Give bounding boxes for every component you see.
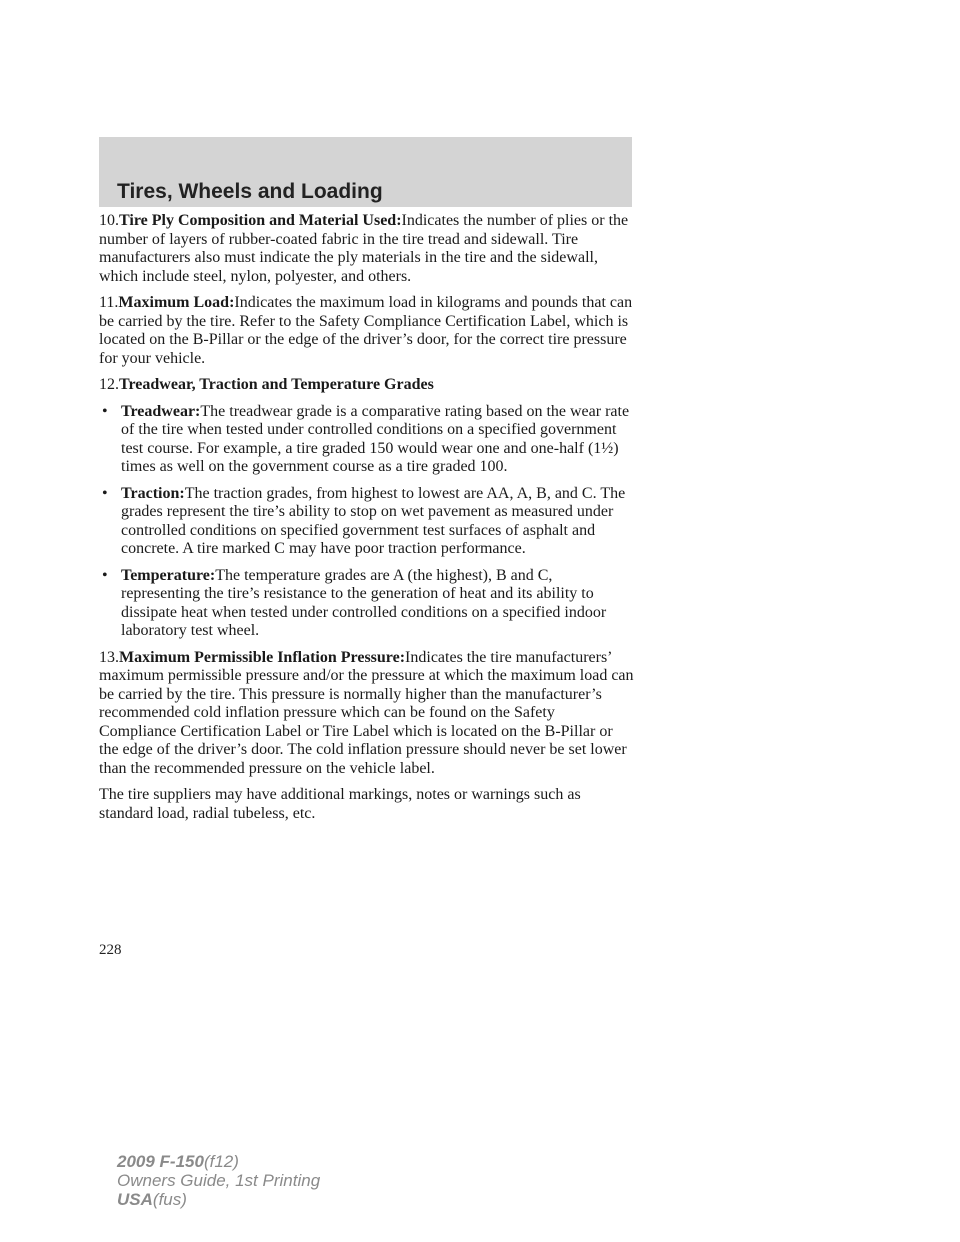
item-body: Indicates the tire manufacturers’ maximum permissible pressure and/or the pressure at which the maximum load can be carried by the tire. This pressure is normally higher than the manufacturer’s recommended cold inflation pressure which can be found on the Safety Compliance Certification Label or Tire Label which is located on the B-Pillar or the edge of the driver’s door. The cold inflation pressure should never be set lower than the recommended pressure on the vehicle label. bbox=[99, 648, 634, 777]
footer-line-2: Owners Guide, 1st Printing bbox=[117, 1171, 321, 1190]
bullet-icon: • bbox=[102, 484, 108, 502]
item-heading: Tire Ply Composition and Material Used: bbox=[119, 212, 402, 229]
item-number: 13. bbox=[99, 648, 119, 666]
bullet-icon: • bbox=[102, 566, 108, 584]
footer-code: (f12) bbox=[203, 1152, 239, 1171]
item-body: Indicates the maximum load in kilograms and pounds that can be carried by the tire. Refer to the Safety Compliance Certification Label, which is located on the B-Pillar or the edge of the driver’s door, for the correct tire pressure for your vehicle. bbox=[99, 294, 633, 367]
item-heading: Treadwear, Traction and Temperature Grades bbox=[119, 376, 434, 393]
bullet-heading: Traction: bbox=[121, 484, 185, 502]
item-10 bbox=[99, 212, 635, 286]
bullet-icon: • bbox=[102, 402, 108, 420]
bullet-heading: Temperature: bbox=[121, 566, 216, 584]
item-11 bbox=[99, 294, 635, 368]
bullet-temperature bbox=[99, 567, 635, 641]
item-number: 12. bbox=[99, 376, 119, 393]
bullet-heading: Treadwear: bbox=[121, 402, 201, 420]
item-heading: Maximum Load: bbox=[118, 294, 235, 311]
footer-model: 2009 F-150 bbox=[117, 1152, 204, 1171]
bullet-body: The traction grades, from highest to lowest are AA, A, B, and C. The grades represent the tire’s ability to stop on wet pavement as measured under controlled conditions on specified government test surfaces of asphalt and concrete. A tire marked C may have poor traction performance. bbox=[121, 484, 626, 557]
footer-line-3 bbox=[117, 1190, 320, 1209]
item-body: Indicates the number of plies or the number of layers of rubber-coated fabric in the tire tread and sidewall. Tire manufacturers also must indicate the ply materials in the tire and the sidewall, which include steel, nylon, polyester, and others. bbox=[99, 212, 629, 285]
page-number: 228 bbox=[99, 942, 122, 958]
item-number: 11. bbox=[99, 294, 119, 311]
footer-market: USA bbox=[117, 1190, 153, 1209]
section-title: Tires, Wheels and Loading bbox=[117, 180, 383, 203]
page-content bbox=[99, 212, 635, 831]
bullet-traction bbox=[99, 485, 635, 559]
item-heading: Maximum Permissible Inflation Pressure: bbox=[119, 648, 406, 666]
closing-paragraph: The tire suppliers may have additional markings, notes or warnings such as standard load, radial tubeless, etc. bbox=[99, 786, 581, 822]
item-number: 10. bbox=[99, 212, 119, 229]
item-13 bbox=[99, 649, 635, 779]
bullet-treadwear bbox=[99, 403, 635, 477]
footer bbox=[117, 1152, 320, 1209]
footer-market-code: (fus) bbox=[152, 1190, 187, 1209]
footer-line-1 bbox=[117, 1152, 320, 1171]
bullet-body: The treadwear grade is a comparative rating based on the wear rate of the tire when tested under controlled conditions on a specified government test course. For example, a tire graded 150 would wear one and one-half (1½) times as well on the government course as a tire graded 100. bbox=[121, 402, 630, 475]
item-12 bbox=[99, 376, 635, 395]
bullet-body: The temperature grades are A (the highest), B and C, representing the tire’s resistance to the generation of heat and its ability to dissipate heat when tested under controlled conditions on a specified indoor laboratory test wheel. bbox=[121, 566, 607, 639]
